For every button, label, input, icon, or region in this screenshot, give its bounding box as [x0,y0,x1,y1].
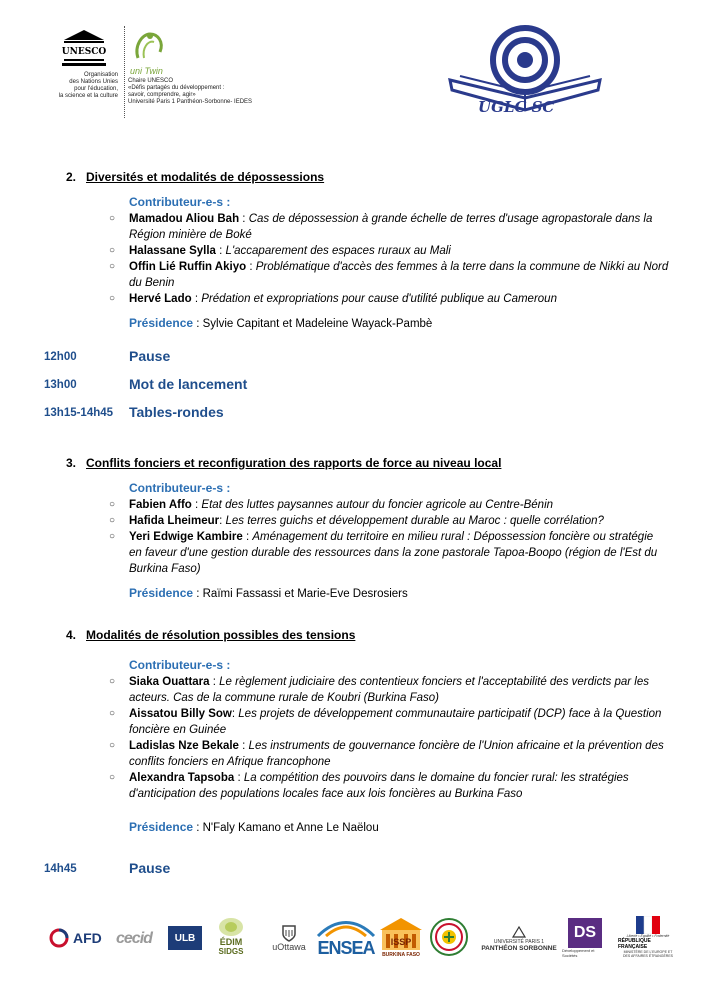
ensea-logo: ENSEA [314,912,378,962]
list-item: ○ Halassane Sylla : L'accaparement des espaces ruraux au Mali [109,245,451,257]
list-item: ○ Ladislas Nze Bekale : Les instruments de gouvernance foncière de l'Union africaine et la prévention des conflits fonciers en Afrique francophone [109,740,664,768]
circle-bullet-icon: ○ [109,772,116,783]
schedule-label: Pause [129,348,171,364]
divider [124,26,125,118]
list-item: ○ Alexandra Tapsoba : La compétition des pouvoirs dans le domaine du foncier rural: les stratégies d'anticipation des populations locales face aux lois foncières au Burkina Faso [109,772,629,800]
svg-text:ISSP: ISSP [390,937,412,947]
chaire-text: Chaire UNESCO «Défis partagés du développement : savoir, comprendre, agir» Université Paris 1 Panthéon-Sorbonne- IEDES [128,78,253,105]
unesco-temple-icon [60,28,108,68]
circle-bullet-icon: ○ [109,708,116,719]
section-2-heading: 2. Diversités et modalités de dépossessions [66,170,325,184]
marianne-flag-icon [636,916,660,934]
circle-bullet-icon: ○ [109,740,116,751]
list-item: ○ Aissatou Billy Sow: Les projets de développement communautaire participatif (DCP) face à la Question foncière en Guinée [109,708,662,736]
circle-bullet-icon: ○ [109,676,116,687]
partner-logos [40,908,680,968]
list-item: ○ Siaka Ouattara : Le règlement judiciaire des contentieux fonciers et l'acceptabilité des verdicts par les acteurs. Cas de la commune rurale de Koubri (Burkina Faso) [109,676,649,704]
unesco-unitwin-logo [48,22,288,117]
afd-ring-icon [48,927,70,949]
edim-leaf-icon [218,917,244,937]
unesco-org-text: Organisation des Nations Unies pour l'éducation, la science et la culture [58,72,118,99]
circle-bullet-icon: ○ [109,245,116,256]
contributors-label: Contributeur-e-s : [129,481,231,495]
section-4-heading: 4. Modalités de résolution possibles des tensions [66,628,356,642]
issp-building-icon [378,916,424,952]
list-item: ○ Mamadou Aliou Bah : Cas de dépossession à grande échelle de terres d'usage agropastorale dans la Région minière de Boké [109,213,653,241]
unitwin-icon [128,28,172,68]
circle-bullet-icon: ○ [109,213,116,224]
schedule-time: 13h15-14h45 [44,407,114,419]
presidence-line: Présidence : Raïmi Fassassi et Marie-Eve Desrosiers [129,586,408,600]
presidence-line: Présidence : N'Faly Kamano et Anne Le Naëlou [129,820,379,834]
unesco-name: UNESCO [61,47,107,57]
ensea-wave-icon [316,916,376,938]
circle-bullet-icon: ○ [109,293,116,304]
unitwin-label: uni Twin [130,66,163,76]
circle-bullet-icon: ○ [109,261,116,272]
presidence-line: Présidence : Sylvie Capitant et Madeleine Wayack-Pambè [129,316,433,330]
uottawa-logo: uOttawa [266,918,312,958]
section-3-heading: 3. Conflits fonciers et reconfiguration des rapports de force au niveau local [66,456,502,470]
contributors-label: Contributeur-e-s : [129,658,231,672]
list-item: ○ Hafida Lheimeur: Les terres guichs et développement durable au Maroc : quelle corrélation? [109,515,604,527]
list-item: ○ Fabien Affo : Etat des luttes paysannes autour du foncier agricole au Centre-Bénin [109,499,554,511]
schedule-time: 14h45 [44,863,77,875]
circle-bullet-icon: ○ [109,499,116,510]
ds-box: DS [568,918,602,948]
schedule-label: Mot de lancement [129,376,248,392]
schedule-time: 12h00 [44,351,77,363]
circle-bullet-icon: ○ [109,515,116,526]
circle-bullet-icon: ○ [109,531,116,542]
uottawa-crest-icon [281,924,297,942]
edim-logo: ÉDIM SIDGS [206,914,256,958]
contributors-label: Contributeur-e-s : [129,195,231,209]
afd-logo: AFD [48,926,102,950]
list-item: ○ Offin Lié Ruffin Akiyo : Problématique d'accès des femmes à la terre dans la commune de Nikki au Nord du Benin [109,261,669,289]
schedule-label: Tables-rondes [129,404,224,420]
cecid-logo: cecid [116,930,152,947]
schedule-label: Pause [129,860,171,876]
ds-logo: DS Développement et Sociétés [562,916,608,960]
uglc-logo [440,18,610,128]
uglc-label: UGLC SC [478,98,555,116]
sorbonne-logo: UNIVERSITÉ PARIS 1 PANTHÉON SORBONNE [480,916,558,960]
issp-logo: ISSP BURKINA FASO [378,912,424,962]
list-item: ○ Hervé Lado : Prédation et expropriations pour cause d'utilité publique au Cameroun [109,293,557,305]
republique-francaise-logo: Liberté • Égalité • Fraternité RÉPUBLIQUE FRANÇAISE MINISTÈRE DE L'EUROPE ET DES AFFAIRES ÉTRANGÈRES [618,908,678,966]
list-item: ○ Yeri Edwige Kambire : Aménagement du territoire en milieu rural : Dépossession foncière ou stratégie en faveur d'une gestion durable des ressources dans la zone pastorale Tapoa-Boopo (région de l'Est du Burkina Faso) [109,531,658,575]
seal-logo [428,916,470,958]
sorbonne-crest-icon [511,925,527,939]
seal-emblem-icon [429,917,469,957]
schedule-time: 13h00 [44,379,77,391]
ulb-logo: ULB [168,926,202,950]
